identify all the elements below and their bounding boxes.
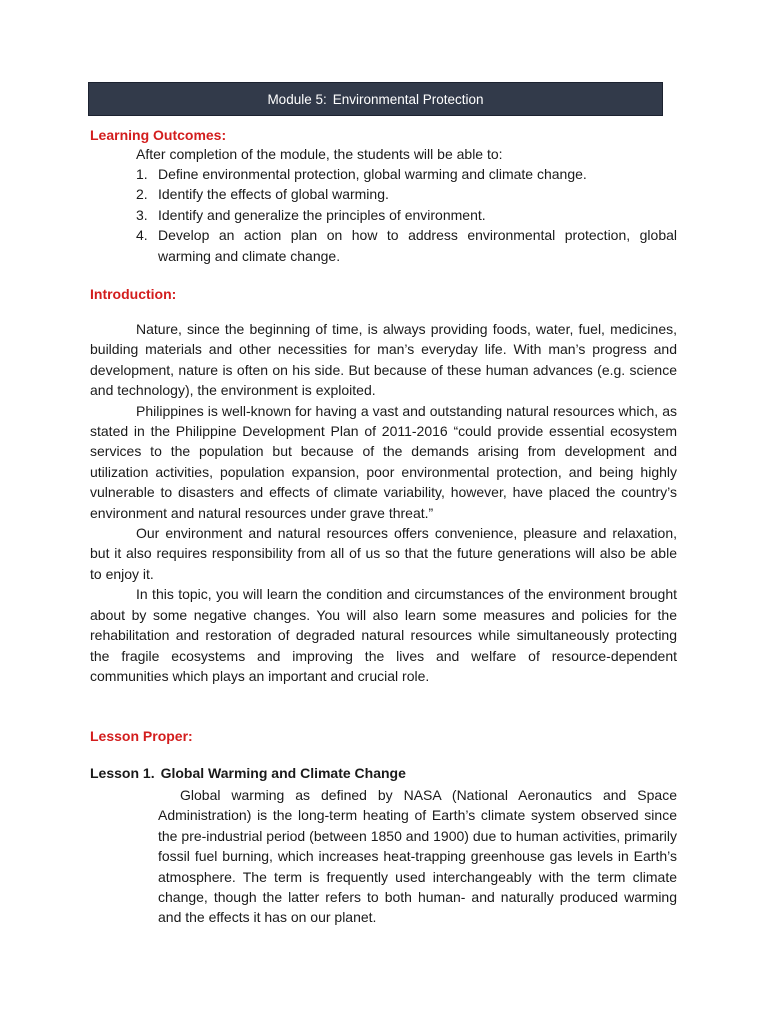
module-title: Environmental Protection <box>332 91 484 107</box>
lesson-1-title <box>90 765 406 781</box>
outcome-item <box>136 184 677 204</box>
learning-outcomes-heading: Learning Outcomes: <box>90 127 227 143</box>
outcomes-list <box>136 164 677 266</box>
lesson-1-name: Global Warming and Climate Change <box>160 765 406 781</box>
intro-paragraph: In this topic, you will learn the condition and circumstances of the environment brought about by some negative changes. You will also learn some measures and policies for the rehabilitation and restoration of degraded natural resources while simultaneously protecting the fragile ecosystems and improving the lives and welfare of resource-dependent communities which plays an important and crucial role. <box>90 586 677 684</box>
outcome-number: 4. <box>136 227 148 244</box>
module-title-bar <box>88 82 663 116</box>
introduction-heading: Introduction: <box>90 286 177 302</box>
intro-paragraph: Nature, since the beginning of time, is always providing foods, water, fuel, medicines, building materials and other necessities for man’s everyday life. With man’s progress and development, nature is often on his side. But because of these human advances (e.g. science and technology), the environment is exploited. <box>90 321 677 399</box>
outcome-text: Develop an action plan on how to address environmental protection, global warming and climate change. <box>158 227 677 264</box>
module-number: Module 5: <box>267 91 327 107</box>
outcome-item <box>136 205 677 225</box>
lesson-1-label: Lesson 1. <box>90 765 155 781</box>
outcome-number: 2. <box>136 186 148 203</box>
intro-paragraph: Our environment and natural resources offers convenience, pleasure and relaxation, but it also requires responsibility from all of us so that the future generations will also be able to enjoy it. <box>90 525 677 582</box>
outcome-number: 1. <box>136 166 148 182</box>
lesson-proper-heading: Lesson Proper: <box>90 728 193 744</box>
intro-paragraph: Philippines is well-known for having a vast and outstanding natural resources which, as stated in the Philippine Development Plan of 2011-2016 “could provide essential ecosystem services to the population but because of the demands arising from development and utilization activities, population expansion, poor environmental protection, and being highly vulnerable to disasters and effects of climate variability, however, have placed the country’s environment and natural resources under grave threat.” <box>90 402 677 521</box>
outcome-text: Identify and generalize the principles of environment. <box>158 206 486 223</box>
outcome-item <box>136 164 677 184</box>
outcomes-intro-text: After completion of the module, the students will be able to: <box>136 146 503 162</box>
outcome-text: Identify the effects of global warming. <box>158 186 389 203</box>
introduction-body <box>90 319 677 686</box>
lesson-1-paragraph: Global warming as defined by NASA (National Aeronautics and Space Administration) is the long-term heating of Earth’s climate system observed since the pre-industrial period (between 1850 and 1900) due to human activities, primarily fossil fuel burning, which increases heat-trapping greenhouse gas levels in Earth’s atmosphere. The term is frequently used interchangeably with the term climate change, though the latter refers to both human- and naturally produced warming and the effects it has on our planet. <box>158 787 677 926</box>
outcome-text: Define environmental protection, global warming and climate change. <box>158 166 587 182</box>
outcome-number: 3. <box>136 206 148 223</box>
outcome-item <box>136 225 677 266</box>
lesson-1-body <box>158 785 677 928</box>
